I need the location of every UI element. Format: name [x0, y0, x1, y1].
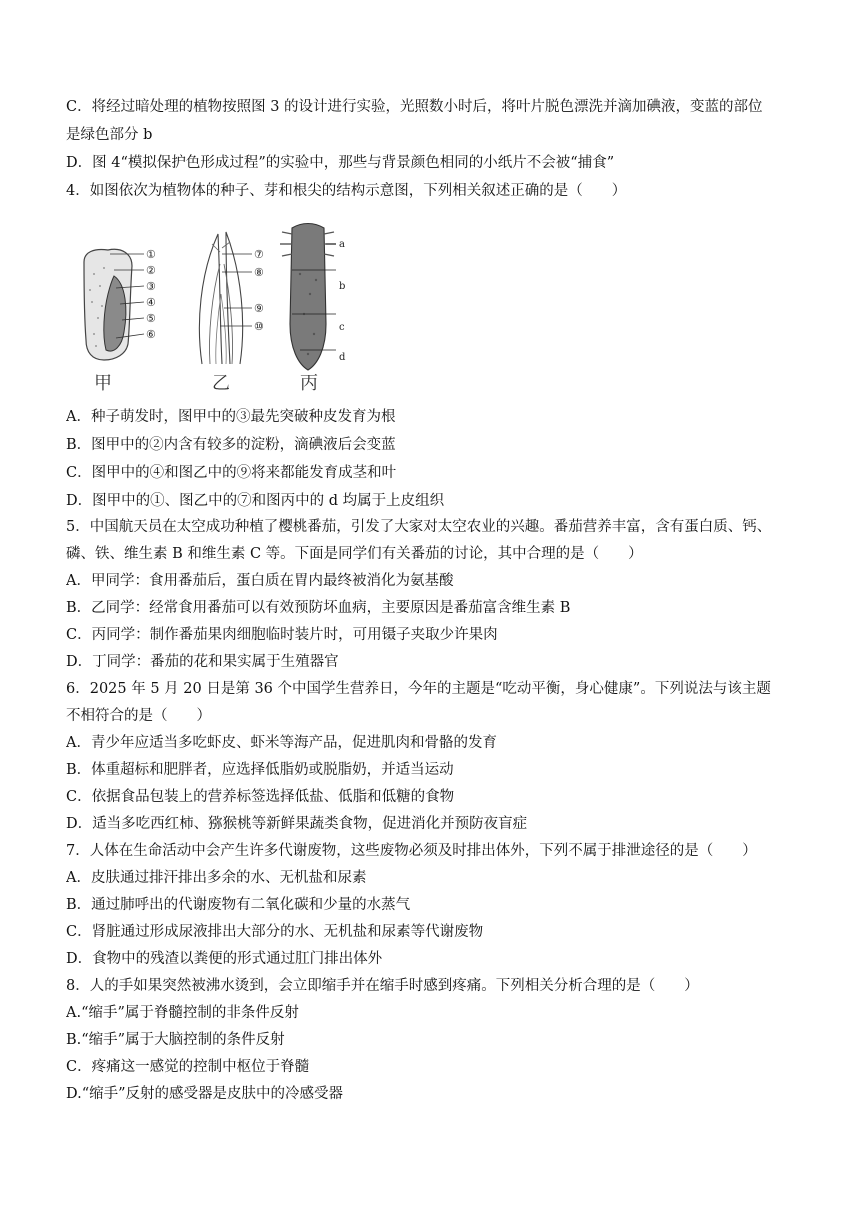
caption-bing: 丙	[300, 373, 318, 394]
q4-option-a: A．种子萌发时，图甲中的③最先突破种皮发育为根	[66, 409, 396, 425]
q8-option-a: A.“缩手”属于脊髓控制的非条件反射	[66, 1005, 299, 1021]
q8-option-c: C．疼痛这一感觉的控制中枢位于脊髓	[66, 1059, 310, 1075]
q7-option-d: D．食物中的残渣以粪便的形式通过肛门排出体外	[66, 951, 383, 967]
plant-structure-figure	[70, 214, 370, 399]
seed-label-1: ①	[146, 248, 156, 261]
q6-option-d: D．适当多吃西红柿、猕猴桃等新鲜果蔬类食物，促进消化并预防夜盲症	[66, 816, 528, 832]
q5-stem-line1: 5．中国航天员在太空成功种植了樱桃番茄，引发了大家对太空农业的兴趣。番茄营养丰富，含有蛋白质、钙、	[66, 519, 772, 535]
caption-yi: 乙	[212, 373, 230, 394]
root-tip-diagram	[280, 224, 346, 395]
q3-option-d: D．图 4“模拟保护色形成过程”的实验中，那些与背景颜色相同的小纸片不会被“捕食”	[66, 155, 615, 171]
bud-diagram	[199, 232, 264, 394]
q3-option-c-line1: C．将经过暗处理的植物按照图 3 的设计进行实验，光照数小时后，将叶片脱色漂洗并滴加碘液，变蓝的部位	[66, 99, 763, 115]
seed-label-5: ⑤	[146, 312, 156, 325]
q5-option-c: C．丙同学：制作番茄果肉细胞临时装片时，可用镊子夹取少许果肉	[66, 627, 498, 643]
q8-option-d: D.“缩手”反射的感受器是皮肤中的冷感受器	[66, 1086, 344, 1102]
q8-stem: 8．人的手如果突然被沸水烫到，会立即缩手并在缩手时感到疼痛。下列相关分析合理的是（ ）	[66, 978, 699, 994]
root-label-a: a	[339, 239, 345, 250]
q5-stem-line2: 磷、铁、维生素 B 和维生素 C 等。下面是同学们有关番茄的讨论，其中合理的是（ ）	[66, 546, 643, 562]
root-label-d: d	[339, 352, 346, 363]
q7-option-a: A．皮肤通过排汗排出多余的水、无机盐和尿素	[66, 870, 367, 886]
q6-option-b: B．体重超标和肥胖者，应选择低脂奶或脱脂奶，并适当运动	[66, 762, 454, 778]
seed-label-2: ②	[146, 264, 156, 277]
q5-option-a: A．甲同学：食用番茄后，蛋白质在胃内最终被消化为氨基酸	[66, 573, 454, 589]
q4-stem: 4．如图依次为植物体的种子、芽和根尖的结构示意图，下列相关叙述正确的是（ ）	[66, 183, 627, 199]
bud-label-10: ⑩	[254, 320, 264, 333]
q5-option-b: B．乙同学：经常食用番茄可以有效预防坏血病，主要原因是番茄富含维生素 B	[66, 600, 571, 616]
root-label-b: b	[339, 281, 346, 292]
q6-stem-line1: 6．2025 年 5 月 20 日是第 36 个中国学生营养日，今年的主题是“吃动平衡，身心健康”。下列说法与该主题	[66, 681, 771, 697]
q4-option-b: B．图甲中的②内含有较多的淀粉，滴碘液后会变蓝	[66, 437, 396, 453]
q4-option-c: C．图甲中的④和图乙中的⑨将来都能发育成茎和叶	[66, 465, 397, 481]
q7-stem: 7．人体在生命活动中会产生许多代谢废物，这些废物必须及时排出体外，下列不属于排泄途径的是（ ）	[66, 843, 757, 859]
seed-label-4: ④	[146, 296, 156, 309]
root-label-c: c	[339, 322, 345, 333]
q6-option-c: C．依据食品包装上的营养标签选择低盐、低脂和低糖的食物	[66, 789, 455, 805]
seed-diagram	[84, 248, 156, 394]
q5-option-d: D．丁同学：番茄的花和果实属于生殖器官	[66, 654, 339, 670]
q4-option-d: D．图甲中的①、图乙中的⑦和图丙中的 d 均属于上皮组织	[66, 493, 445, 509]
seed-label-6: ⑥	[146, 328, 156, 341]
bud-label-7: ⑦	[254, 248, 264, 261]
bud-label-8: ⑧	[254, 266, 264, 279]
q6-option-a: A．青少年应适当多吃虾皮、虾米等海产品，促进肌肉和骨骼的发育	[66, 735, 497, 751]
q6-stem-line2: 不相符合的是（ ）	[66, 708, 211, 724]
seed-label-3: ③	[146, 280, 156, 293]
q8-option-b: B.“缩手”属于大脑控制的条件反射	[66, 1032, 285, 1048]
q7-option-c: C．肾脏通过形成尿液排出大部分的水、无机盐和尿素等代谢废物	[66, 924, 484, 940]
q3-option-c-line2: 是绿色部分 b	[66, 127, 153, 143]
q7-option-b: B．通过肺呼出的代谢废物有二氧化碳和少量的水蒸气	[66, 897, 411, 913]
caption-jia: 甲	[94, 373, 112, 394]
bud-label-9: ⑨	[254, 302, 264, 315]
